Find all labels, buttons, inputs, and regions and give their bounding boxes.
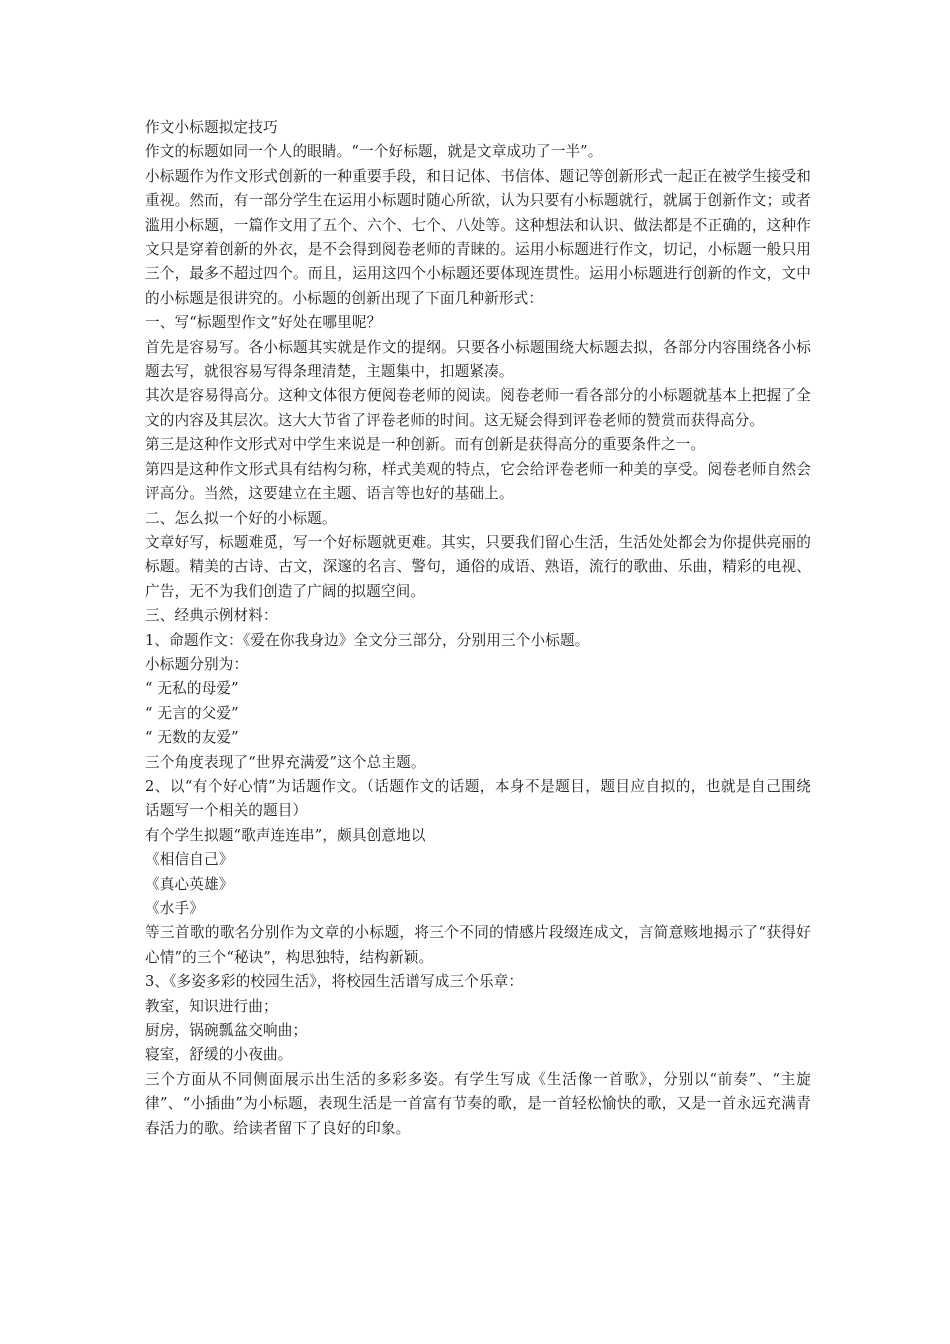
paragraph-how-to: 文章好写，标题难觅，写一个好标题就更难。其实，只要我们留心生活，生活处处都会为你提供亮丽的标题。精美的古诗、古文，深邃的名言、警句，通俗的成语、熟语，流行的歌曲、乐曲，精彩的电视、广告，无不为我们创造了广阔的拟题空间。 (145, 533, 811, 600)
example-2-summary: 等三首歌的歌名分别作为文章的小标题，将三个不同的情感片段缀连成文，言简意赅地揭示了“获得好心情”的三个“秘诀”，构思独特，结构新颖。 (145, 924, 811, 966)
section-heading-3: 三、经典示例材料： (145, 607, 278, 625)
document-title: 作文小标题拟定技巧 (145, 119, 278, 136)
section-heading-1: 一、写“标题型作文”好处在哪里呢？ (145, 314, 382, 332)
example-1-intro: 小标题分别为： (145, 655, 249, 673)
example-2-song-c: 《水手》 (145, 900, 204, 917)
paragraph-overview: 小标题作为作文形式创新的一种重要手段，和日记体、书信体、题记等创新形式一起正在被学生接受和重视。然而，有一部分学生在运用小标题时随心所欲，认为只要有小标题就行，就属于创新作文；或者滥用小标题，一篇作文用了五个、六个、七个、八处等。这种想法和认识、做法都是不正确的，这种作文只是穿着创新的外衣，是不会得到阅卷老师的青睐的。运用小标题进行作文，切记，小标题一般只用三个，最多不超过四个。而且，运用这四个小标题还要体现连贯性。运用小标题进行创新的作文，文中的小标题是很讲究的。小标题的创新出现了下面几种新形式： (145, 167, 811, 307)
example-1-summary: 三个角度表现了“世界充满爱”这个总主题。 (145, 753, 426, 771)
example-1: 1、命题作文：《爱在你我身边》全文分三部分，分别用三个小标题。 (145, 631, 590, 649)
document-body (145, 116, 811, 1141)
example-3-item-a: 教室，知识进行曲； (145, 997, 278, 1015)
paragraph-first-benefit: 首先是容易写。各小标题其实就是作文的提纲。只要各小标题围绕大标题去拟，各部分内容围绕各小标题去写，就很容易写得条理清楚，主题集中，扣题紧凑。 (145, 338, 811, 381)
section-heading-2: 二、怎么拟一个好的小标题。 (145, 509, 337, 527)
paragraph-second-benefit: 其次是容易得高分。这种文体很方便阅卷老师的阅读。阅卷老师一看各部分的小标题就基本上把握了全文的内容及其层次。这大大节省了评卷老师的时间。这无疑会得到评卷老师的赞赏而获得高分。 (145, 387, 811, 429)
example-3-summary: 三个方面从不同侧面展示出生活的多彩多姿。有学生写成《生活像一首歌》，分别以“前奏”、“主旋律”、“小插曲”为小标题，表现生活是一首富有节奏的歌，是一首轻松愉快的歌，又是一首永远充满青春活力的歌。给读者留下了良好的印象。 (145, 1070, 811, 1137)
example-1-subtitle-c: “ 无数的友爱” (145, 729, 239, 747)
example-2: 2、以“有个好心情”为话题作文。（话题作文的话题，本身不是题目，题目应自拟的，也就是自己围绕话题写一个相关的题目） (145, 777, 811, 820)
example-3-item-c: 寝室，舒缓的小夜曲。 (145, 1046, 293, 1064)
example-1-subtitle-b: “ 无言的父爱” (145, 704, 239, 722)
example-1-subtitle-a: “ 无私的母爱” (145, 680, 239, 698)
example-2-song-a: 《相信自己》 (145, 851, 234, 869)
example-3-item-b: 厨房，锅碗瓢盆交响曲； (145, 1022, 308, 1040)
paragraph-intro: 作文的标题如同一个人的眼睛。“一个好标题，就是文章成功了一半”。 (145, 143, 603, 161)
example-2-intro: 有个学生拟题“歌声连连串”，颇具创意地以 (145, 826, 426, 844)
example-3: 3、《多姿多彩的校园生活》，将校园生活谱写成三个乐章： (145, 973, 524, 991)
example-2-song-b: 《真心英雄》 (145, 875, 234, 893)
paragraph-third-benefit: 第三是这种作文形式对中学生来说是一种创新。而有创新是获得高分的重要条件之一。 (145, 436, 706, 454)
paragraph-fourth-benefit: 第四是这种作文形式具有结构匀称，样式美观的特点，它会给评卷老师一种美的享受。阅卷老师自然会评高分。当然，这要建立在主题、语言等也好的基础上。 (145, 460, 811, 503)
